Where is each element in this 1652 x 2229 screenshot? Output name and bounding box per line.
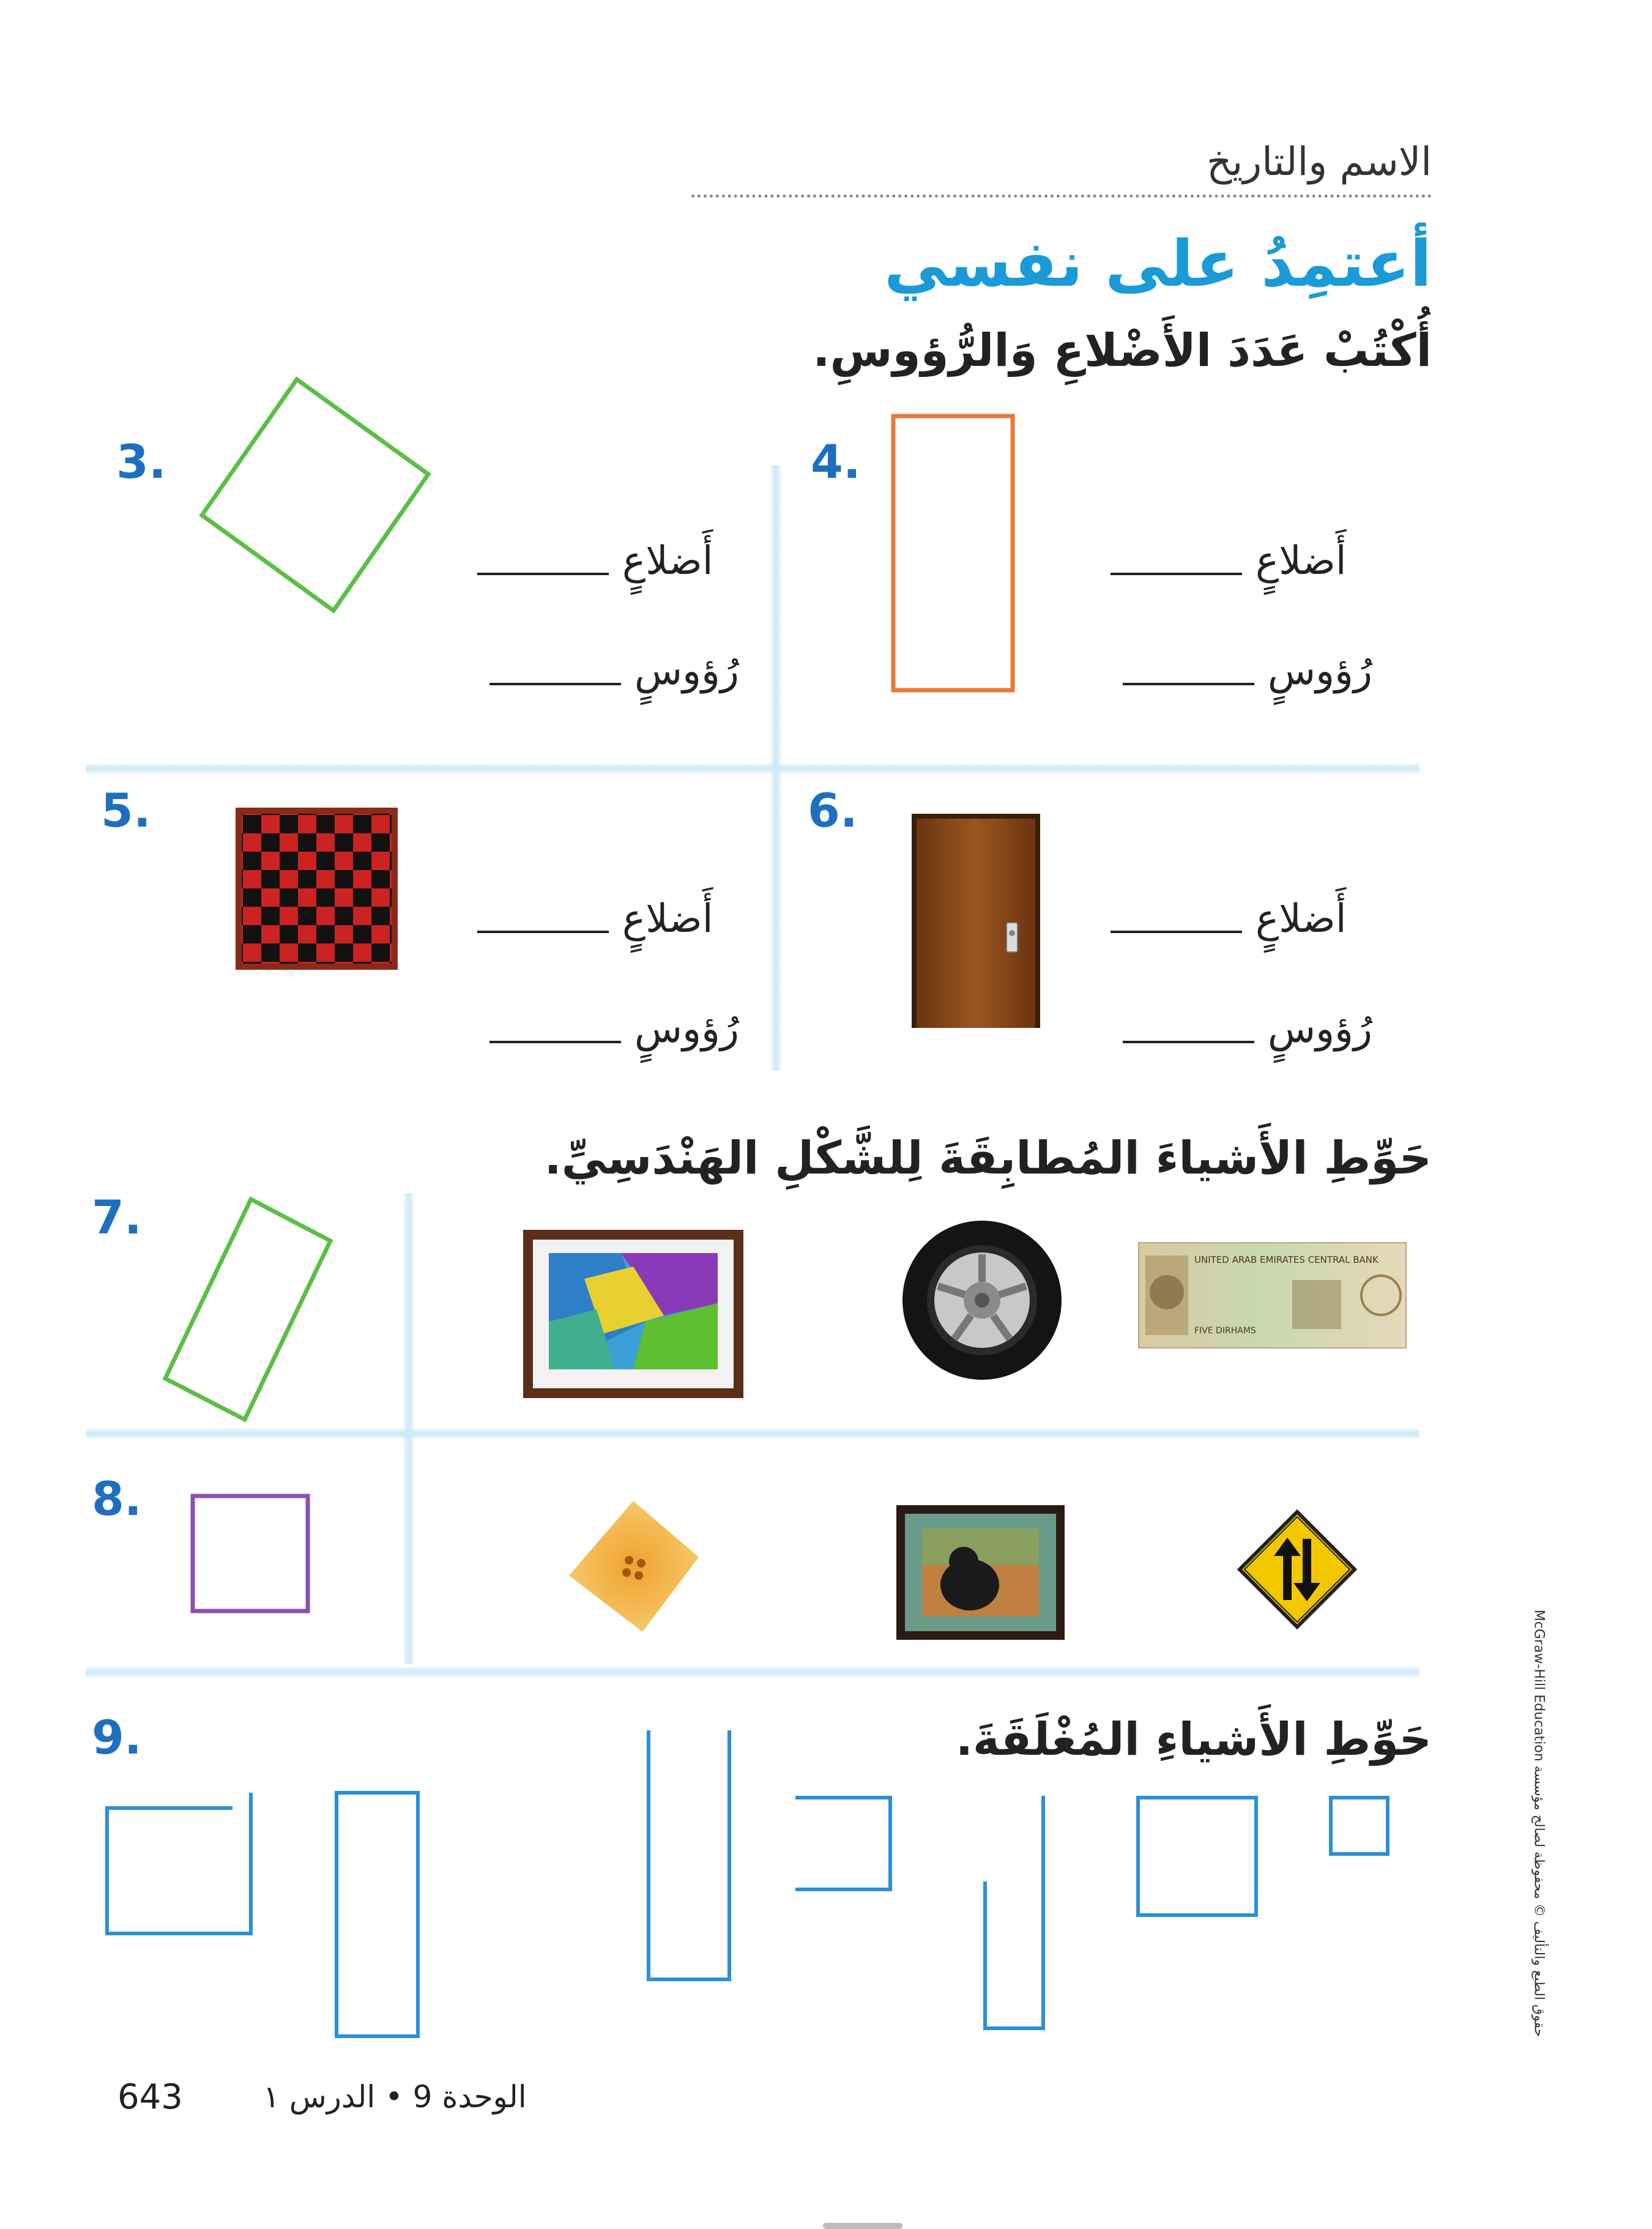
banknote-image[interactable] <box>1138 1242 1407 1349</box>
car-tire-image[interactable] <box>899 1218 1065 1383</box>
vertices-label: رُؤوسٍ <box>634 649 739 694</box>
unit-lesson-label: الوحدة 9 • الدرس ١ <box>263 2079 527 2115</box>
tilted-square-shape <box>196 373 441 618</box>
button-square-image[interactable] <box>563 1496 704 1637</box>
closed-open-shapes <box>98 1725 1419 2044</box>
name-date-line[interactable] <box>691 195 1432 198</box>
vertices-label: رُؤوسٍ <box>634 1007 739 1052</box>
copyright-text: حقوق الطبع والتأليف © محفوظة لصالح مؤسسة McGraw-Hill Education <box>1531 1609 1547 2037</box>
grid-divider-horizontal <box>86 1667 1419 1677</box>
open-shape-tall-u <box>649 1730 729 1979</box>
open-shape-step <box>985 1796 1043 2028</box>
page-title: أعتمِدُ على نفسي <box>884 226 1432 301</box>
item-number-5: 5. <box>101 783 151 838</box>
vertices-blank[interactable] <box>1123 680 1254 685</box>
sides-blank[interactable] <box>477 570 609 575</box>
instruction-circle-matching: حَوِّطِ الأَشياءَ المُطابِقَةَ لِلشَّكْلِ الهَنْدَسِيِّ. <box>544 1132 1432 1185</box>
sides-answer-3 <box>477 538 713 584</box>
closed-shape-square <box>1138 1798 1256 1915</box>
square-shape <box>190 1493 312 1615</box>
picture-frame-image[interactable] <box>523 1230 743 1398</box>
vertices-answer-6 <box>1123 1007 1372 1052</box>
page-number: 643 <box>117 2077 183 2117</box>
grid-divider-horizontal <box>86 764 1419 773</box>
instruction-sides-vertices: أُكْتُبْ عَدَدَ الأَضْلاعِ وَالرُّؤوسِ. <box>813 324 1432 377</box>
sides-label: أَضلاعٍ <box>622 896 713 942</box>
vertices-blank[interactable] <box>489 680 621 685</box>
vertices-answer-3 <box>489 649 739 694</box>
item-number-7: 7. <box>92 1190 142 1245</box>
home-indicator[interactable] <box>823 2223 902 2229</box>
vertices-blank[interactable] <box>489 1038 621 1043</box>
closed-shape-small-square <box>1331 1798 1388 1854</box>
item-number-6: 6. <box>808 783 858 838</box>
banknote-denomination: FIVE DIRHAMS <box>1194 1326 1256 1336</box>
sides-blank[interactable] <box>1111 570 1242 575</box>
item-number-4: 4. <box>811 434 861 489</box>
photo-frame-image[interactable] <box>896 1505 1065 1640</box>
sides-label: أَضلاعٍ <box>1256 538 1347 584</box>
sides-label: أَضلاعٍ <box>622 538 713 584</box>
item-number-3: 3. <box>116 434 166 489</box>
copyright-notice <box>1527 1579 1551 2068</box>
sides-blank[interactable] <box>477 928 609 933</box>
tilted-rectangle-shape <box>159 1196 337 1426</box>
sides-answer-5 <box>477 896 713 942</box>
instruction-circle-closed: حَوِّطِ الأَشياءِ المُغْلَقَةَ. <box>955 1713 1432 1766</box>
open-shape-square <box>107 1793 251 1933</box>
vertices-blank[interactable] <box>1123 1038 1254 1043</box>
sides-answer-4 <box>1111 538 1347 584</box>
open-shape-bracket <box>795 1798 890 1889</box>
vertices-label: رُؤوسٍ <box>1268 649 1372 694</box>
vertices-label: رُؤوسٍ <box>1268 1007 1372 1052</box>
name-date-label: الاسم والتاريخ <box>1207 140 1432 185</box>
sides-answer-6 <box>1111 896 1347 942</box>
rectangle-shape <box>890 413 1019 694</box>
banknote-text: UNITED ARAB EMIRATES CENTRAL BANK <box>1194 1254 1379 1265</box>
sides-label: أَضلاعٍ <box>1256 896 1347 942</box>
checkerboard-image <box>236 808 398 970</box>
sides-blank[interactable] <box>1111 928 1242 933</box>
item-number-8: 8. <box>92 1472 142 1526</box>
vertices-answer-4 <box>1123 649 1372 694</box>
traffic-sign-image[interactable] <box>1236 1508 1358 1631</box>
item-number-9: 9. <box>92 1710 142 1765</box>
vertices-answer-5 <box>489 1007 739 1052</box>
closed-shape-rectangle <box>337 1793 418 2036</box>
grid-divider-horizontal <box>86 1429 1419 1438</box>
door-image <box>912 814 1040 1028</box>
